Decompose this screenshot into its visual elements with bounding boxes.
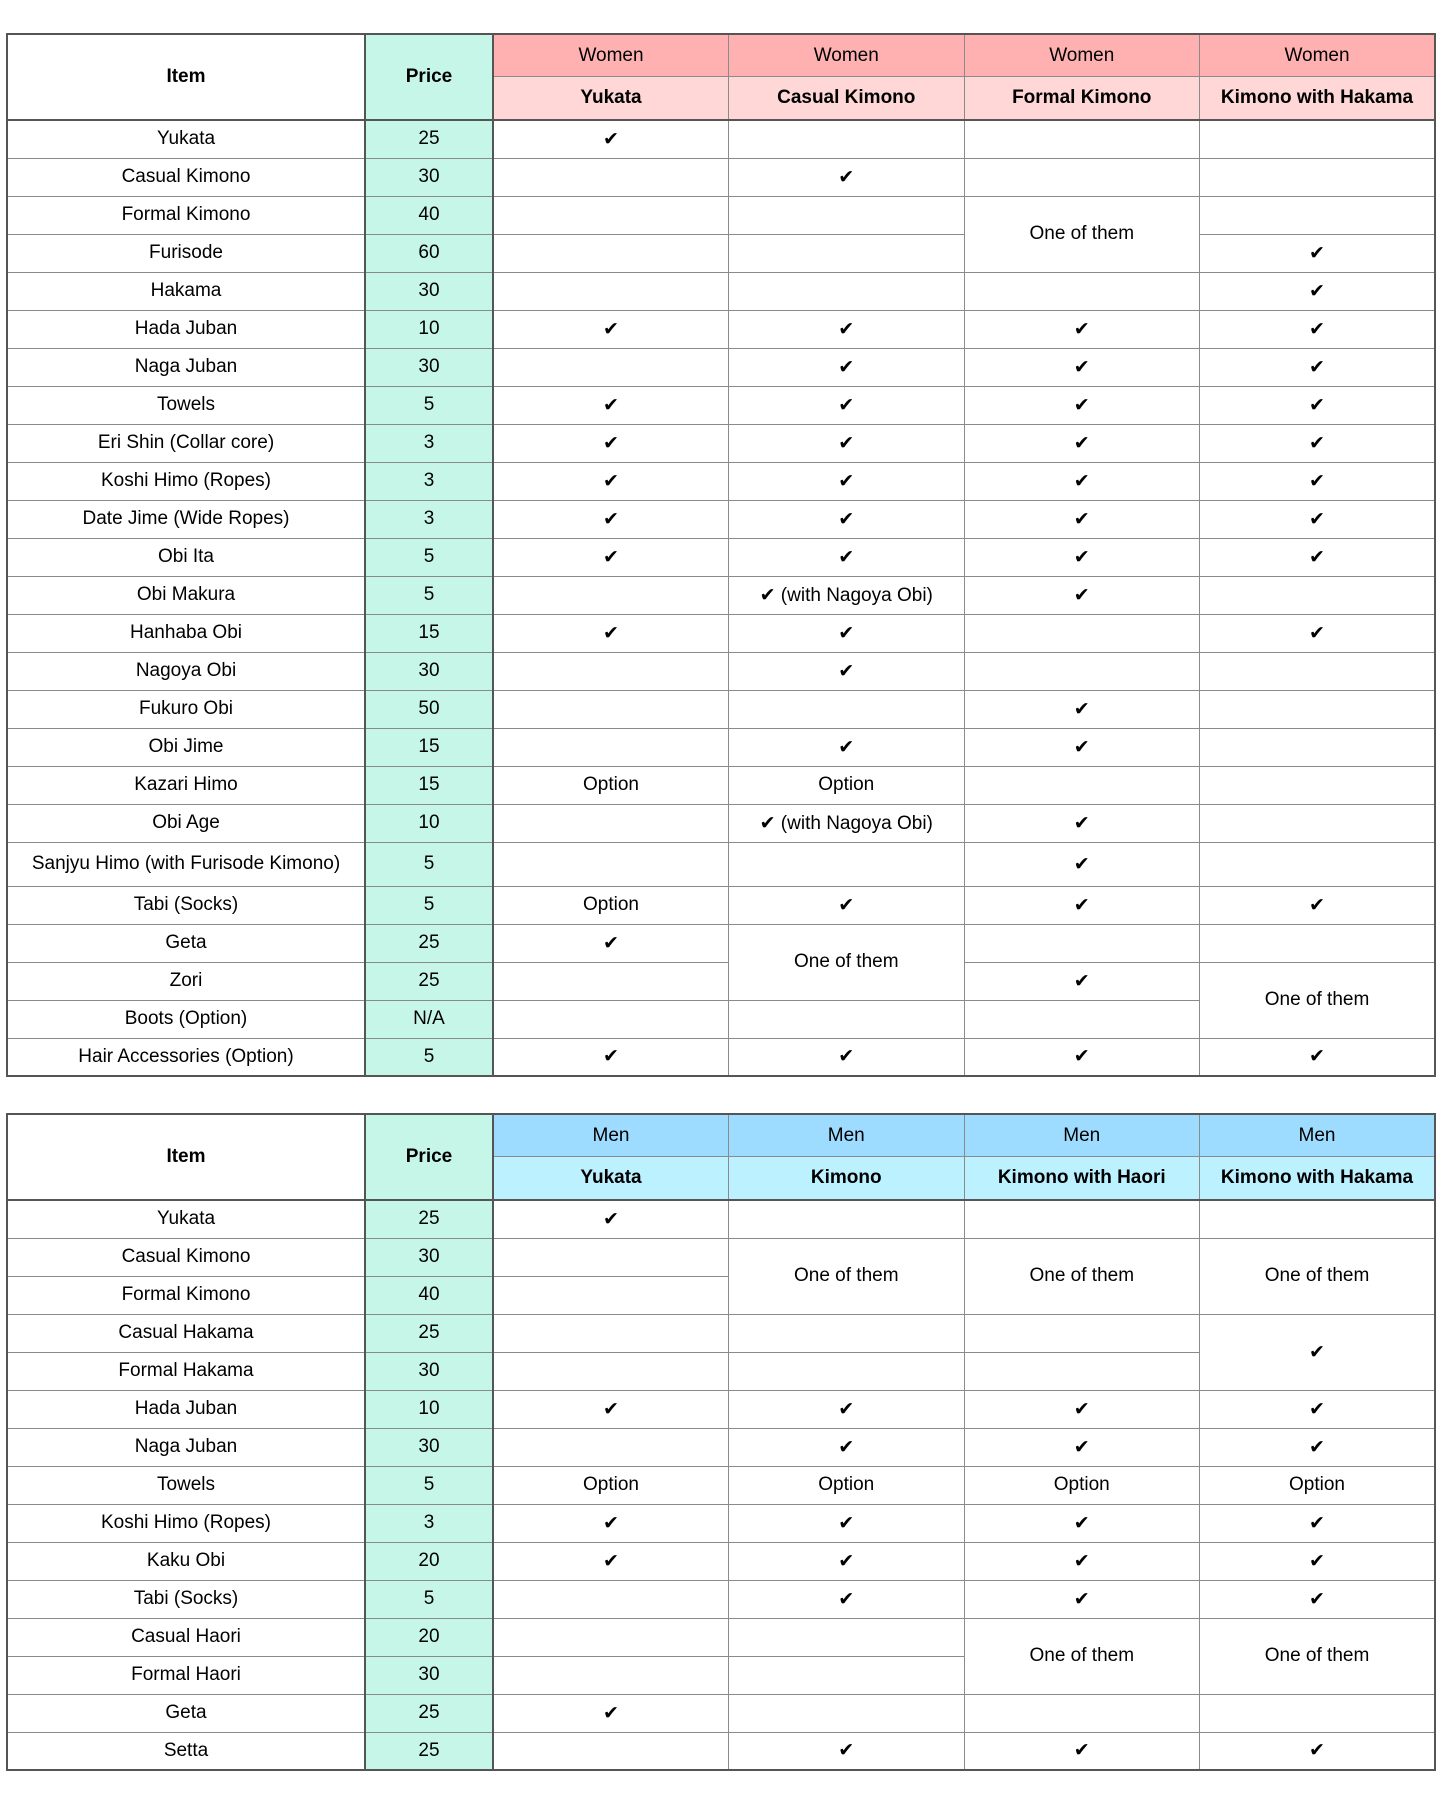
price-cell: 30 — [365, 272, 493, 310]
inclusion-cell — [1200, 652, 1436, 690]
inclusion-cell — [729, 842, 965, 886]
item-name-cell: Date Jime (Wide Ropes) — [7, 500, 365, 538]
item-name-cell: Koshi Himo (Ropes) — [7, 462, 365, 500]
price-cell: 30 — [365, 348, 493, 386]
item-name-cell: Sanjyu Himo (with Furisode Kimono) — [7, 842, 365, 886]
inclusion-cell: One of them — [729, 1238, 965, 1314]
inclusion-cell — [493, 1238, 729, 1276]
price-cell: 5 — [365, 1466, 493, 1504]
inclusion-cell: ✔ — [493, 538, 729, 576]
item-name-cell: Eri Shin (Collar core) — [7, 424, 365, 462]
inclusion-cell: ✔ — [964, 424, 1200, 462]
group-header: Men — [729, 1114, 965, 1157]
inclusion-cell: ✔ — [1200, 1542, 1436, 1580]
item-name-cell: Hada Juban — [7, 1390, 365, 1428]
table-row — [7, 924, 1435, 962]
price-cell: 50 — [365, 690, 493, 728]
inclusion-cell: ✔ — [964, 690, 1200, 728]
item-name-cell: Setta — [7, 1732, 365, 1770]
price-cell: 10 — [365, 310, 493, 348]
inclusion-cell: ✔ — [729, 310, 965, 348]
item-name-cell: Zori — [7, 962, 365, 1000]
table-row — [7, 614, 1435, 652]
inclusion-cell: Option — [493, 766, 729, 804]
inclusion-cell: ✔ — [964, 1542, 1200, 1580]
inclusion-cell — [964, 614, 1200, 652]
inclusion-cell: ✔ — [964, 1580, 1200, 1618]
inclusion-cell: ✔ — [493, 462, 729, 500]
inclusion-cell: One of them — [729, 924, 965, 1000]
price-cell: 5 — [365, 842, 493, 886]
inclusion-cell: One of them — [964, 1238, 1200, 1314]
item-name-cell: Towels — [7, 1466, 365, 1504]
inclusion-cell: ✔ — [729, 1732, 965, 1770]
inclusion-cell — [493, 1352, 729, 1390]
inclusion-cell — [493, 196, 729, 234]
item-name-cell: Nagoya Obi — [7, 652, 365, 690]
style-header: Yukata — [493, 1157, 729, 1201]
inclusion-cell: ✔ — [729, 462, 965, 500]
price-column-header: Price — [365, 1114, 493, 1200]
table-row — [7, 310, 1435, 348]
inclusion-cell: ✔ — [1200, 1390, 1436, 1428]
price-cell: 30 — [365, 1238, 493, 1276]
inclusion-cell: ✔ — [493, 1542, 729, 1580]
inclusion-cell: Option — [493, 1466, 729, 1504]
inclusion-cell: ✔ — [964, 1390, 1200, 1428]
inclusion-cell — [493, 1000, 729, 1038]
price-cell: 5 — [365, 1580, 493, 1618]
table-row — [7, 196, 1435, 234]
item-name-cell: Formal Kimono — [7, 196, 365, 234]
item-name-cell: Yukata — [7, 120, 365, 158]
inclusion-cell: One of them — [1200, 1238, 1436, 1314]
inclusion-cell — [493, 576, 729, 614]
inclusion-cell: ✔ — [1200, 538, 1436, 576]
item-name-cell: Kaku Obi — [7, 1542, 365, 1580]
price-cell: 10 — [365, 1390, 493, 1428]
inclusion-cell: ✔ — [1200, 462, 1436, 500]
inclusion-cell: ✔ — [964, 886, 1200, 924]
inclusion-cell: ✔ (with Nagoya Obi) — [729, 804, 965, 842]
inclusion-cell — [729, 1200, 965, 1238]
table-row — [7, 576, 1435, 614]
inclusion-cell: ✔ — [729, 728, 965, 766]
price-cell: 20 — [365, 1542, 493, 1580]
item-name-cell: Hair Accessories (Option) — [7, 1038, 365, 1076]
group-header: Women — [493, 34, 729, 77]
item-name-cell: Obi Makura — [7, 576, 365, 614]
item-name-cell: Obi Jime — [7, 728, 365, 766]
table-row — [7, 766, 1435, 804]
inclusion-cell — [493, 1618, 729, 1656]
inclusion-cell — [729, 1314, 965, 1352]
inclusion-cell: ✔ — [729, 1580, 965, 1618]
inclusion-cell — [493, 348, 729, 386]
price-cell: 25 — [365, 1314, 493, 1352]
item-name-cell: Formal Haori — [7, 1656, 365, 1694]
inclusion-cell: ✔ — [964, 538, 1200, 576]
inclusion-cell: ✔ — [964, 348, 1200, 386]
price-cell: 5 — [365, 576, 493, 614]
inclusion-cell: ✔ — [964, 576, 1200, 614]
item-name-cell: Yukata — [7, 1200, 365, 1238]
item-name-cell: Koshi Himo (Ropes) — [7, 1504, 365, 1542]
price-cell: 3 — [365, 462, 493, 500]
price-cell: 5 — [365, 886, 493, 924]
inclusion-cell — [1200, 576, 1436, 614]
inclusion-cell: ✔ — [729, 1504, 965, 1542]
item-name-cell: Hanhaba Obi — [7, 614, 365, 652]
inclusion-cell — [493, 652, 729, 690]
price-cell: 40 — [365, 1276, 493, 1314]
women-kimono-table — [6, 33, 1436, 1077]
group-header: Men — [493, 1114, 729, 1157]
table-row — [7, 234, 1435, 272]
price-cell: 60 — [365, 234, 493, 272]
inclusion-cell: One of them — [1200, 962, 1436, 1038]
item-name-cell: Fukuro Obi — [7, 690, 365, 728]
inclusion-cell: ✔ — [493, 120, 729, 158]
price-cell: 30 — [365, 1656, 493, 1694]
inclusion-cell: ✔ — [493, 386, 729, 424]
inclusion-cell — [729, 1618, 965, 1656]
price-cell: 3 — [365, 1504, 493, 1542]
table-row — [7, 1390, 1435, 1428]
price-cell: 5 — [365, 1038, 493, 1076]
item-name-cell: Hada Juban — [7, 310, 365, 348]
inclusion-cell — [493, 1656, 729, 1694]
inclusion-cell: One of them — [1200, 1618, 1436, 1694]
inclusion-cell — [964, 272, 1200, 310]
inclusion-cell: ✔ — [493, 614, 729, 652]
inclusion-cell — [1200, 690, 1436, 728]
inclusion-cell: Option — [964, 1466, 1200, 1504]
item-name-cell: Formal Hakama — [7, 1352, 365, 1390]
price-cell: 25 — [365, 1200, 493, 1238]
inclusion-cell — [1200, 842, 1436, 886]
inclusion-cell — [964, 1000, 1200, 1038]
price-cell: 25 — [365, 1732, 493, 1770]
price-cell: N/A — [365, 1000, 493, 1038]
inclusion-cell: ✔ — [729, 1038, 965, 1076]
table-row — [7, 1238, 1435, 1276]
inclusion-cell — [1200, 804, 1436, 842]
item-name-cell: Casual Haori — [7, 1618, 365, 1656]
inclusion-cell: ✔ — [964, 500, 1200, 538]
inclusion-cell: ✔ — [1200, 886, 1436, 924]
table-row — [7, 1038, 1435, 1076]
item-column-header: Item — [7, 34, 365, 120]
inclusion-cell: ✔ — [493, 424, 729, 462]
item-name-cell: Formal Kimono — [7, 1276, 365, 1314]
inclusion-cell: ✔ — [1200, 272, 1436, 310]
price-cell: 30 — [365, 1352, 493, 1390]
group-header: Women — [729, 34, 965, 77]
inclusion-cell: ✔ — [729, 1390, 965, 1428]
inclusion-cell: ✔ — [1200, 500, 1436, 538]
price-cell: 15 — [365, 614, 493, 652]
inclusion-cell: ✔ — [493, 1390, 729, 1428]
price-cell: 20 — [365, 1618, 493, 1656]
item-name-cell: Kazari Himo — [7, 766, 365, 804]
inclusion-cell: ✔ — [729, 652, 965, 690]
table-row — [7, 1504, 1435, 1542]
group-header: Men — [964, 1114, 1200, 1157]
table-row — [7, 272, 1435, 310]
table-row — [7, 500, 1435, 538]
inclusion-cell — [964, 1314, 1200, 1352]
inclusion-cell — [729, 1000, 965, 1038]
inclusion-cell — [493, 690, 729, 728]
inclusion-cell: ✔ — [493, 1694, 729, 1732]
table-row — [7, 962, 1435, 1000]
inclusion-cell: One of them — [964, 1618, 1200, 1694]
inclusion-cell — [493, 272, 729, 310]
item-name-cell: Towels — [7, 386, 365, 424]
inclusion-cell — [493, 1314, 729, 1352]
style-header: Formal Kimono — [964, 77, 1200, 121]
inclusion-cell: Option — [729, 1466, 965, 1504]
price-cell: 30 — [365, 1428, 493, 1466]
inclusion-cell: ✔ — [729, 158, 965, 196]
inclusion-cell — [729, 1694, 965, 1732]
inclusion-cell — [1200, 158, 1436, 196]
inclusion-cell: ✔ — [1200, 1580, 1436, 1618]
inclusion-cell: ✔ — [729, 500, 965, 538]
inclusion-cell: ✔ — [1200, 1038, 1436, 1076]
inclusion-cell — [964, 158, 1200, 196]
inclusion-cell: Option — [493, 886, 729, 924]
table-row — [7, 804, 1435, 842]
inclusion-cell: ✔ — [493, 924, 729, 962]
inclusion-cell: ✔ — [1200, 1732, 1436, 1770]
inclusion-cell: ✔ — [964, 728, 1200, 766]
inclusion-cell — [493, 1428, 729, 1466]
inclusion-cell — [1200, 1200, 1436, 1238]
price-cell: 30 — [365, 158, 493, 196]
inclusion-cell: ✔ — [493, 1200, 729, 1238]
table-row — [7, 1314, 1435, 1352]
inclusion-cell: ✔ — [1200, 386, 1436, 424]
item-name-cell: Casual Kimono — [7, 158, 365, 196]
style-header: Kimono with Haori — [964, 1157, 1200, 1201]
inclusion-cell: ✔ — [1200, 1504, 1436, 1542]
women-table-section — [6, 33, 1434, 1077]
price-cell: 3 — [365, 500, 493, 538]
inclusion-cell — [1200, 196, 1436, 234]
inclusion-cell — [493, 962, 729, 1000]
item-name-cell: Geta — [7, 924, 365, 962]
inclusion-cell — [729, 272, 965, 310]
inclusion-cell — [729, 1352, 965, 1390]
table-row — [7, 1580, 1435, 1618]
inclusion-cell — [493, 1276, 729, 1314]
item-name-cell: Obi Ita — [7, 538, 365, 576]
table-row — [7, 538, 1435, 576]
inclusion-cell: ✔ — [1200, 1314, 1436, 1390]
item-name-cell: Obi Age — [7, 804, 365, 842]
inclusion-cell — [729, 196, 965, 234]
inclusion-cell — [964, 652, 1200, 690]
price-cell: 10 — [365, 804, 493, 842]
item-name-cell: Naga Juban — [7, 348, 365, 386]
table-row — [7, 424, 1435, 462]
style-header: Kimono with Hakama — [1200, 77, 1436, 121]
inclusion-cell: ✔ — [729, 614, 965, 652]
table-row — [7, 348, 1435, 386]
inclusion-cell — [493, 1732, 729, 1770]
style-header: Kimono — [729, 1157, 965, 1201]
item-column-header: Item — [7, 1114, 365, 1200]
style-header: Casual Kimono — [729, 77, 965, 121]
table-row — [7, 728, 1435, 766]
table-row — [7, 1542, 1435, 1580]
inclusion-cell: ✔ — [1200, 234, 1436, 272]
inclusion-cell: ✔ — [729, 538, 965, 576]
table-row — [7, 462, 1435, 500]
price-cell: 25 — [365, 924, 493, 962]
inclusion-cell: ✔ — [964, 962, 1200, 1000]
inclusion-cell — [493, 1580, 729, 1618]
men-kimono-table — [6, 1113, 1436, 1771]
table-row — [7, 158, 1435, 196]
table-row — [7, 652, 1435, 690]
price-cell: 25 — [365, 1694, 493, 1732]
item-name-cell: Tabi (Socks) — [7, 886, 365, 924]
style-header: Kimono with Hakama — [1200, 1157, 1436, 1201]
inclusion-cell — [493, 158, 729, 196]
inclusion-cell: ✔ — [1200, 614, 1436, 652]
inclusion-cell — [493, 842, 729, 886]
inclusion-cell: ✔ — [964, 1732, 1200, 1770]
inclusion-cell: ✔ — [1200, 424, 1436, 462]
table-row — [7, 1732, 1435, 1770]
style-header: Yukata — [493, 77, 729, 121]
inclusion-cell: Option — [729, 766, 965, 804]
inclusion-cell — [729, 120, 965, 158]
item-name-cell: Casual Kimono — [7, 1238, 365, 1276]
price-cell: 5 — [365, 538, 493, 576]
inclusion-cell: ✔ — [493, 310, 729, 348]
inclusion-cell: ✔ — [493, 500, 729, 538]
group-header: Women — [964, 34, 1200, 77]
inclusion-cell: ✔ — [493, 1504, 729, 1542]
inclusion-cell: ✔ — [493, 1038, 729, 1076]
table-row — [7, 1466, 1435, 1504]
table-row — [7, 1200, 1435, 1238]
group-header: Men — [1200, 1114, 1436, 1157]
inclusion-cell: ✔ — [1200, 1428, 1436, 1466]
table-row — [7, 1428, 1435, 1466]
price-cell: 30 — [365, 652, 493, 690]
group-header: Women — [1200, 34, 1436, 77]
inclusion-cell: ✔ — [964, 386, 1200, 424]
inclusion-cell — [964, 120, 1200, 158]
table-row — [7, 842, 1435, 886]
inclusion-cell — [964, 924, 1200, 962]
inclusion-cell — [1200, 766, 1436, 804]
item-name-cell: Naga Juban — [7, 1428, 365, 1466]
inclusion-cell: ✔ — [729, 1542, 965, 1580]
inclusion-cell — [1200, 120, 1436, 158]
inclusion-cell: Option — [1200, 1466, 1436, 1504]
inclusion-cell: ✔ — [729, 886, 965, 924]
item-name-cell: Casual Hakama — [7, 1314, 365, 1352]
inclusion-cell — [729, 690, 965, 728]
inclusion-cell — [493, 728, 729, 766]
table-row — [7, 886, 1435, 924]
inclusion-cell — [964, 1200, 1200, 1238]
table-row — [7, 1618, 1435, 1656]
inclusion-cell — [1200, 728, 1436, 766]
inclusion-cell: One of them — [964, 196, 1200, 272]
inclusion-cell — [1200, 924, 1436, 962]
price-cell: 5 — [365, 386, 493, 424]
inclusion-cell: ✔ — [729, 386, 965, 424]
price-cell: 25 — [365, 962, 493, 1000]
inclusion-cell: ✔ — [964, 1504, 1200, 1542]
price-cell: 15 — [365, 728, 493, 766]
inclusion-cell: ✔ — [729, 1428, 965, 1466]
item-name-cell: Boots (Option) — [7, 1000, 365, 1038]
inclusion-cell: ✔ — [964, 310, 1200, 348]
inclusion-cell: ✔ — [729, 424, 965, 462]
table-row — [7, 386, 1435, 424]
inclusion-cell: ✔ — [964, 804, 1200, 842]
item-name-cell: Hakama — [7, 272, 365, 310]
table-row — [7, 690, 1435, 728]
men-table-body — [7, 1200, 1435, 1770]
inclusion-cell: ✔ — [729, 348, 965, 386]
price-column-header: Price — [365, 34, 493, 120]
item-name-cell: Geta — [7, 1694, 365, 1732]
price-cell: 40 — [365, 196, 493, 234]
inclusion-cell — [964, 1694, 1200, 1732]
item-name-cell: Tabi (Socks) — [7, 1580, 365, 1618]
inclusion-cell: ✔ — [1200, 348, 1436, 386]
price-cell: 25 — [365, 120, 493, 158]
price-cell: 3 — [365, 424, 493, 462]
men-table-section — [6, 1113, 1434, 1771]
inclusion-cell — [493, 234, 729, 272]
inclusion-cell — [729, 1656, 965, 1694]
inclusion-cell — [964, 766, 1200, 804]
item-name-cell: Furisode — [7, 234, 365, 272]
women-table-body — [7, 120, 1435, 1076]
inclusion-cell: ✔ — [1200, 310, 1436, 348]
inclusion-cell — [729, 234, 965, 272]
inclusion-cell — [493, 804, 729, 842]
inclusion-cell: ✔ — [964, 1428, 1200, 1466]
table-row — [7, 120, 1435, 158]
inclusion-cell — [1200, 1694, 1436, 1732]
inclusion-cell: ✔ (with Nagoya Obi) — [729, 576, 965, 614]
inclusion-cell: ✔ — [964, 842, 1200, 886]
inclusion-cell — [964, 1352, 1200, 1390]
price-cell: 15 — [365, 766, 493, 804]
table-row — [7, 1694, 1435, 1732]
inclusion-cell: ✔ — [964, 1038, 1200, 1076]
inclusion-cell: ✔ — [964, 462, 1200, 500]
